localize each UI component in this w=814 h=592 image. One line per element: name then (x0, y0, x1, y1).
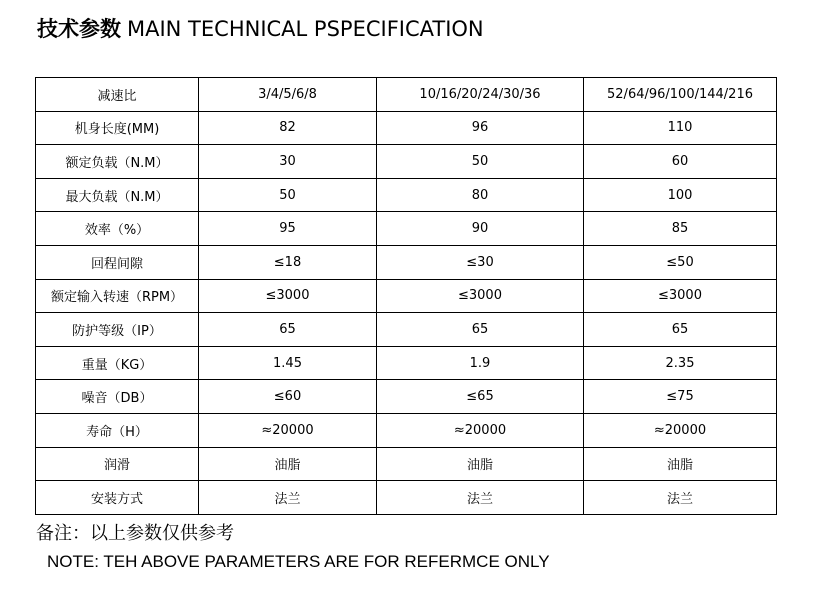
table-cell: 机身长度(MM) (36, 111, 199, 145)
table-row (36, 178, 777, 212)
table-cell: 82 (199, 111, 377, 145)
table-cell: 50 (199, 178, 377, 212)
table-cell: 润滑 (36, 447, 199, 481)
table-row (36, 212, 777, 246)
table-cell: 95 (199, 212, 377, 246)
note-english: NOTE: TEH ABOVE PARAMETERS ARE FOR REFERMCE ONLY (47, 552, 550, 571)
table-cell: 寿命（H） (36, 413, 199, 447)
table-cell: 65 (377, 313, 584, 347)
table-cell: 噪音（DB） (36, 380, 199, 414)
table-cell: ≤3000 (199, 279, 377, 313)
table-cell: 最大负载（N.M） (36, 178, 199, 212)
table-cell: 防护等级（IP） (36, 313, 199, 347)
table-cell: 52/64/96/100/144/216 (584, 78, 777, 112)
table-row (36, 245, 777, 279)
table-cell: ≈20000 (584, 413, 777, 447)
table-cell: 重量（KG） (36, 346, 199, 380)
table-cell: ≤30 (377, 245, 584, 279)
table-cell: 90 (377, 212, 584, 246)
table-cell: 法兰 (584, 481, 777, 515)
table-cell: ≈20000 (199, 413, 377, 447)
table-cell: 10/16/20/24/30/36 (377, 78, 584, 112)
table-cell: ≤3000 (377, 279, 584, 313)
table-cell: 1.9 (377, 346, 584, 380)
table-cell: 法兰 (199, 481, 377, 515)
note-chinese: 备注：以上参数仅供参考 (36, 523, 234, 544)
table-row (36, 313, 777, 347)
table-cell: 回程间隙 (36, 245, 199, 279)
table-cell: ≤3000 (584, 279, 777, 313)
table-cell: 3/4/5/6/8 (199, 78, 377, 112)
table-cell: 额定负载（N.M） (36, 145, 199, 179)
table-row (36, 279, 777, 313)
table-cell: 额定输入转速（RPM） (36, 279, 199, 313)
table-cell: 100 (584, 178, 777, 212)
table-row (36, 78, 777, 112)
table-row (36, 111, 777, 145)
table-cell: 96 (377, 111, 584, 145)
table-row (36, 145, 777, 179)
table-row (36, 481, 777, 515)
table-cell: 50 (377, 145, 584, 179)
table-cell: 80 (377, 178, 584, 212)
title-english: MAIN TECHNICAL PSPECIFICATION (127, 17, 484, 41)
table-cell: 安装方式 (36, 481, 199, 515)
table-cell: 油脂 (377, 447, 584, 481)
table-cell: 30 (199, 145, 377, 179)
table-cell: 油脂 (584, 447, 777, 481)
table-cell: ≤18 (199, 245, 377, 279)
table-cell: 65 (199, 313, 377, 347)
table-cell: 85 (584, 212, 777, 246)
table-cell: 1.45 (199, 346, 377, 380)
table-cell: 110 (584, 111, 777, 145)
table-cell: ≤75 (584, 380, 777, 414)
spec-table (35, 77, 777, 515)
table-cell: ≤60 (199, 380, 377, 414)
table-cell: 减速比 (36, 78, 199, 112)
table-cell: ≈20000 (377, 413, 584, 447)
table-cell: 2.35 (584, 346, 777, 380)
table-row (36, 413, 777, 447)
page-title (37, 13, 484, 43)
table-row (36, 447, 777, 481)
table-cell: 60 (584, 145, 777, 179)
table-cell: ≤50 (584, 245, 777, 279)
table-row (36, 346, 777, 380)
table-cell: 法兰 (377, 481, 584, 515)
table-cell: 65 (584, 313, 777, 347)
table-cell: ≤65 (377, 380, 584, 414)
table-cell: 油脂 (199, 447, 377, 481)
title-chinese: 技术参数 (37, 17, 121, 41)
table-cell: 效率（%） (36, 212, 199, 246)
table-row (36, 380, 777, 414)
